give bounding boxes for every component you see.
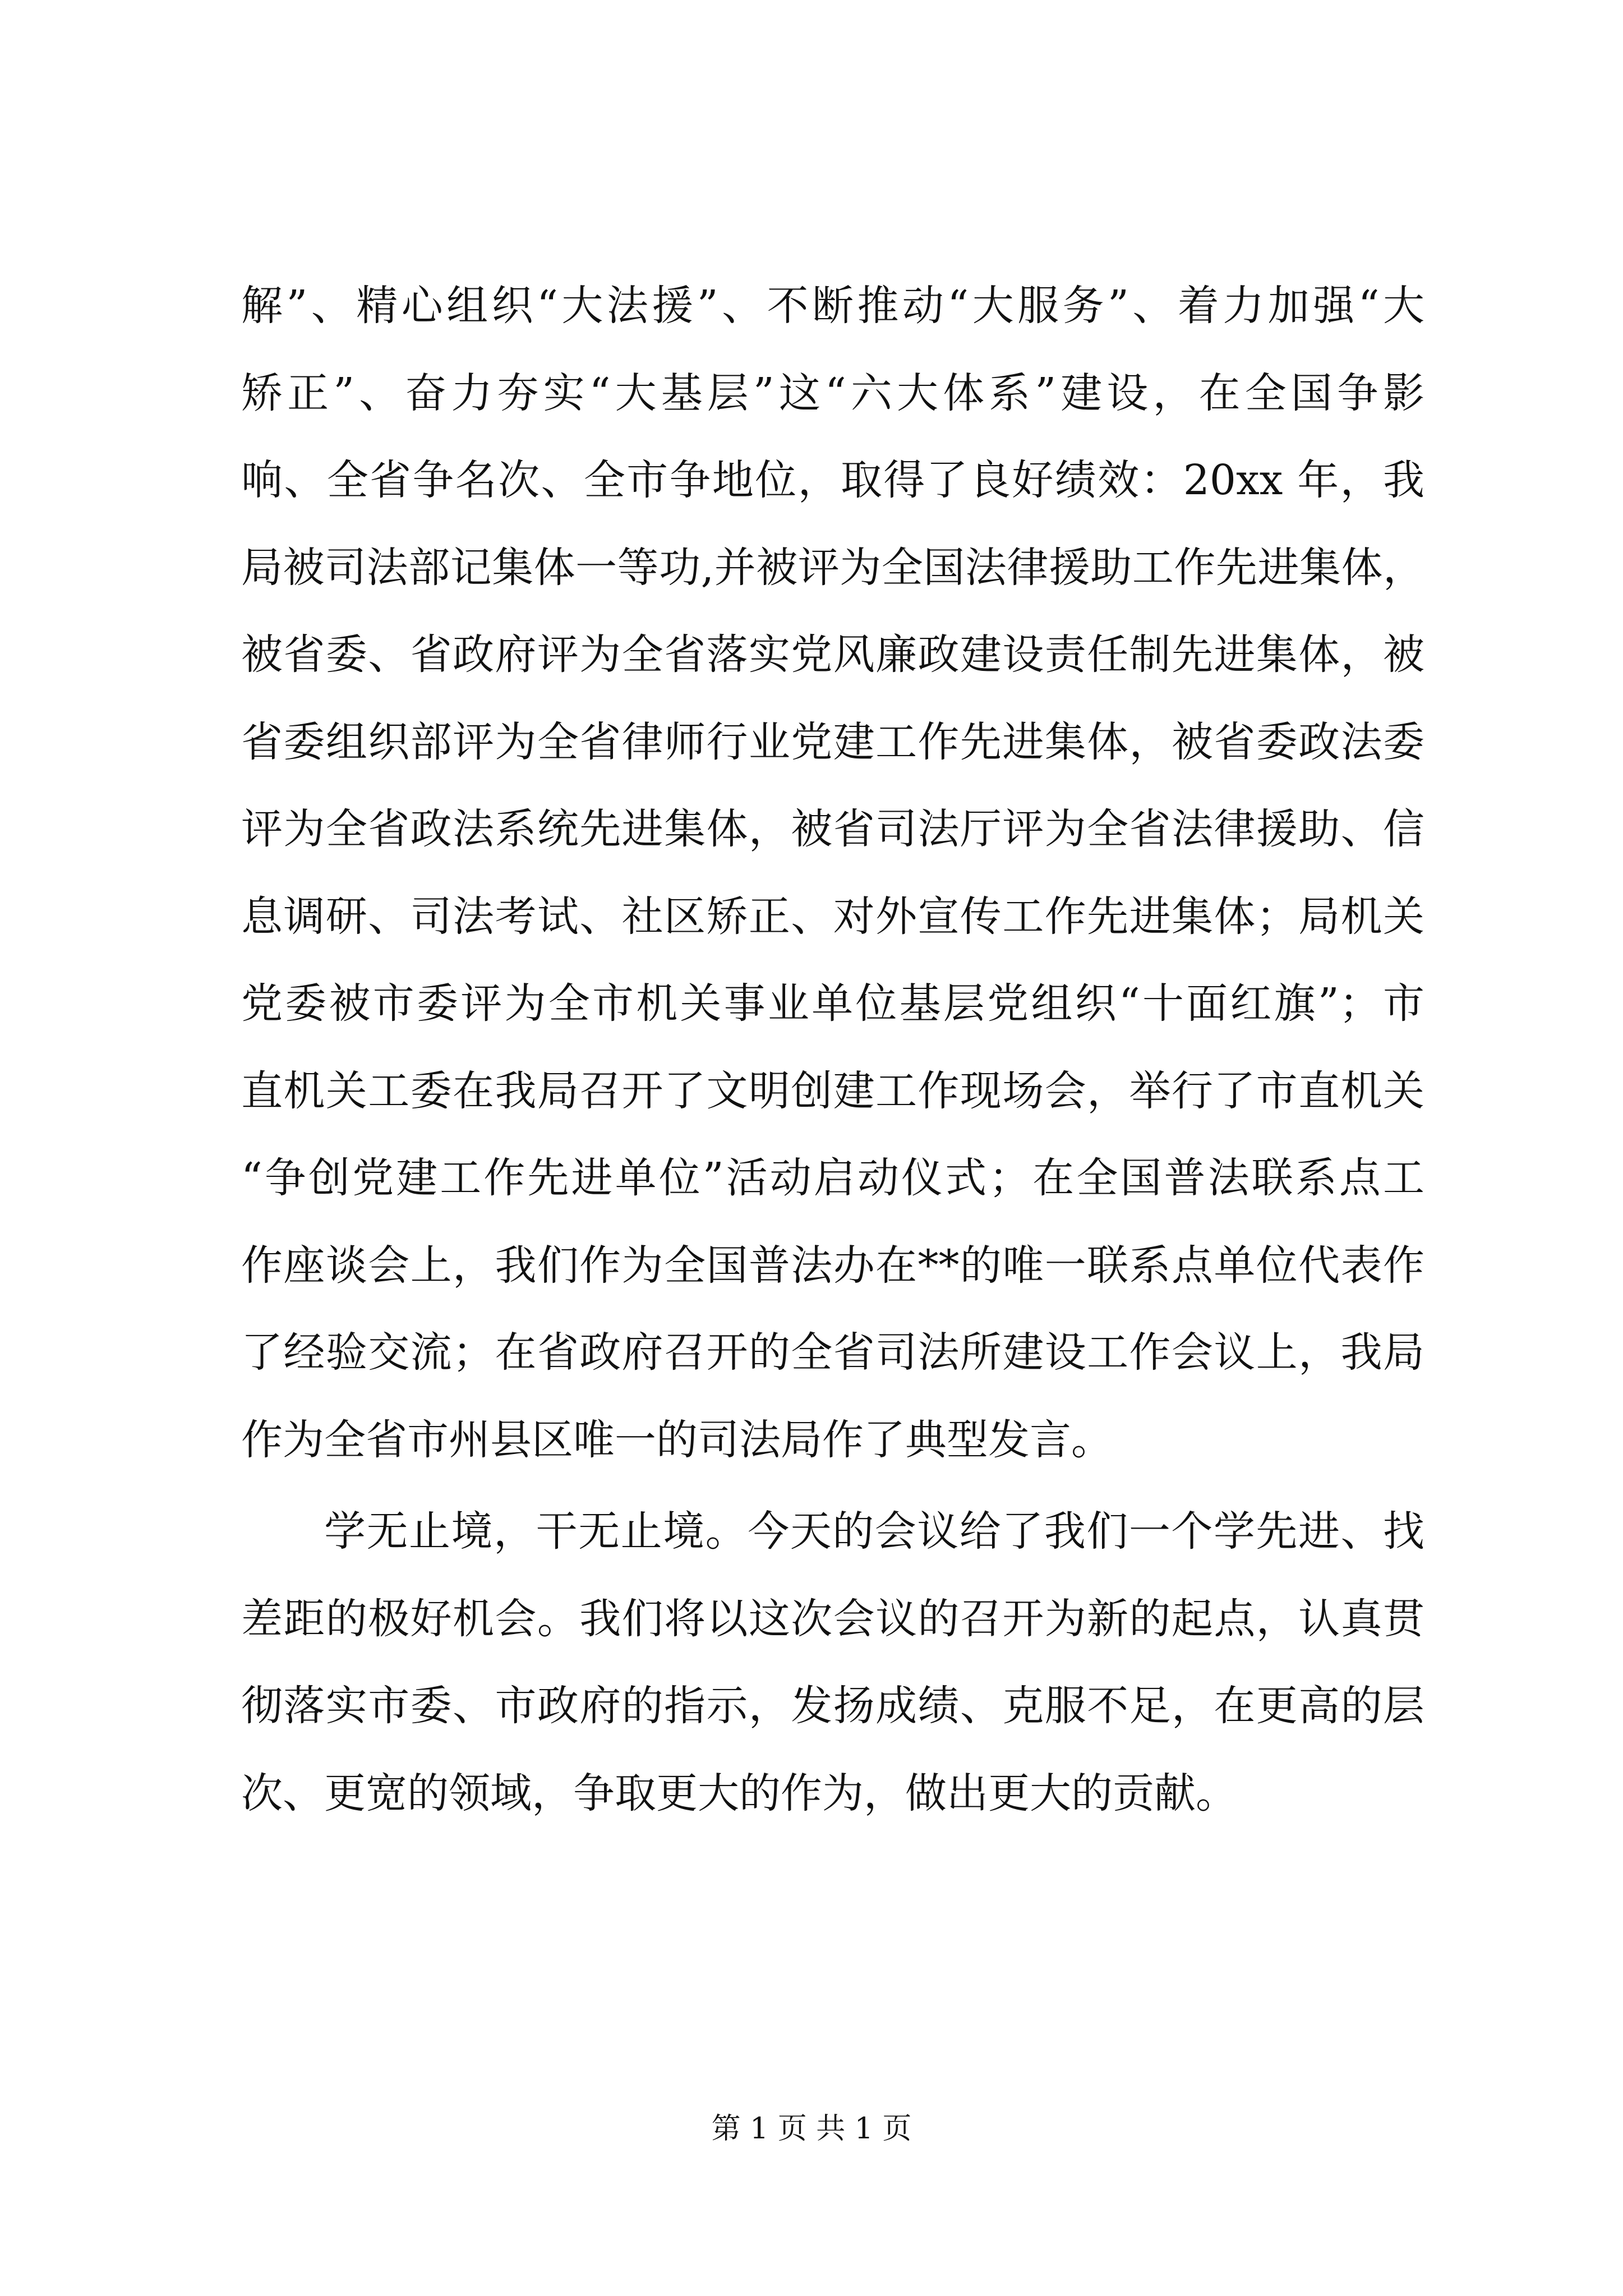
text-line: 作座谈会上，我们作为全国普法办在**的唯一联系点单位代表作 xyxy=(241,1241,1424,1290)
text-line: 评为全省政法系统先进集体，被省司法厅评为全省法律援助、信 xyxy=(241,805,1424,853)
text-line: 省委组织部评为全省律师行业党建工作先进集体，被省委政法委 xyxy=(241,717,1424,766)
page-footer: 第 1 页 共 1 页 xyxy=(711,2112,912,2146)
text-line: 党委被市委评为全市机关事业单位基层党组织“十面红旗”；市 xyxy=(241,979,1424,1028)
text-line: 作为全省市州县区唯一的司法局作了典型发言。 xyxy=(241,1415,1113,1464)
document-body xyxy=(241,263,1424,1837)
paragraph xyxy=(241,263,1424,1484)
text-line: 学无止境，干无止境。今天的会议给了我们一个学先进、找 xyxy=(324,1507,1424,1556)
text-line: 局被司法部记集体一等功,并被评为全国法律援助工作先进集体， xyxy=(241,543,1424,592)
paragraph xyxy=(241,1488,1424,1837)
text-line: “争创党建工作先进单位”活动启动仪式；在全国普法联系点工 xyxy=(241,1154,1424,1202)
text-line: 响、全省争名次、全市争地位，取得了良好绩效：20xx 年，我 xyxy=(241,456,1424,504)
text-line: 息调研、司法考试、社区矫正、对外宣传工作先进集体；局机关 xyxy=(241,892,1424,941)
text-line: 彻落实市委、市政府的指示，发扬成绩、克服不足，在更高的层 xyxy=(241,1682,1424,1730)
text-line: 直机关工委在我局召开了文明创建工作现场会，举行了市直机关 xyxy=(241,1066,1424,1115)
text-line: 差距的极好机会。我们将以这次会议的召开为新的起点，认真贯 xyxy=(241,1594,1424,1643)
paragraph-gap xyxy=(241,1484,1424,1488)
text-line: 矫正”、奋力夯实“大基层”这“六大体系”建设，在全国争影 xyxy=(241,369,1424,417)
text-line: 次、更宽的领域，争取更大的作为，做出更大的贡献。 xyxy=(241,1769,1237,1818)
text-line: 被省委、省政府评为全省落实党风廉政建设责任制先进集体，被 xyxy=(241,631,1424,679)
text-line: 解”、精心组织“大法援”、不断推动“大服务”、着力加强“大 xyxy=(241,282,1424,330)
text-line: 了经验交流；在省政府召开的全省司法所建设工作会议上，我局 xyxy=(241,1328,1424,1377)
